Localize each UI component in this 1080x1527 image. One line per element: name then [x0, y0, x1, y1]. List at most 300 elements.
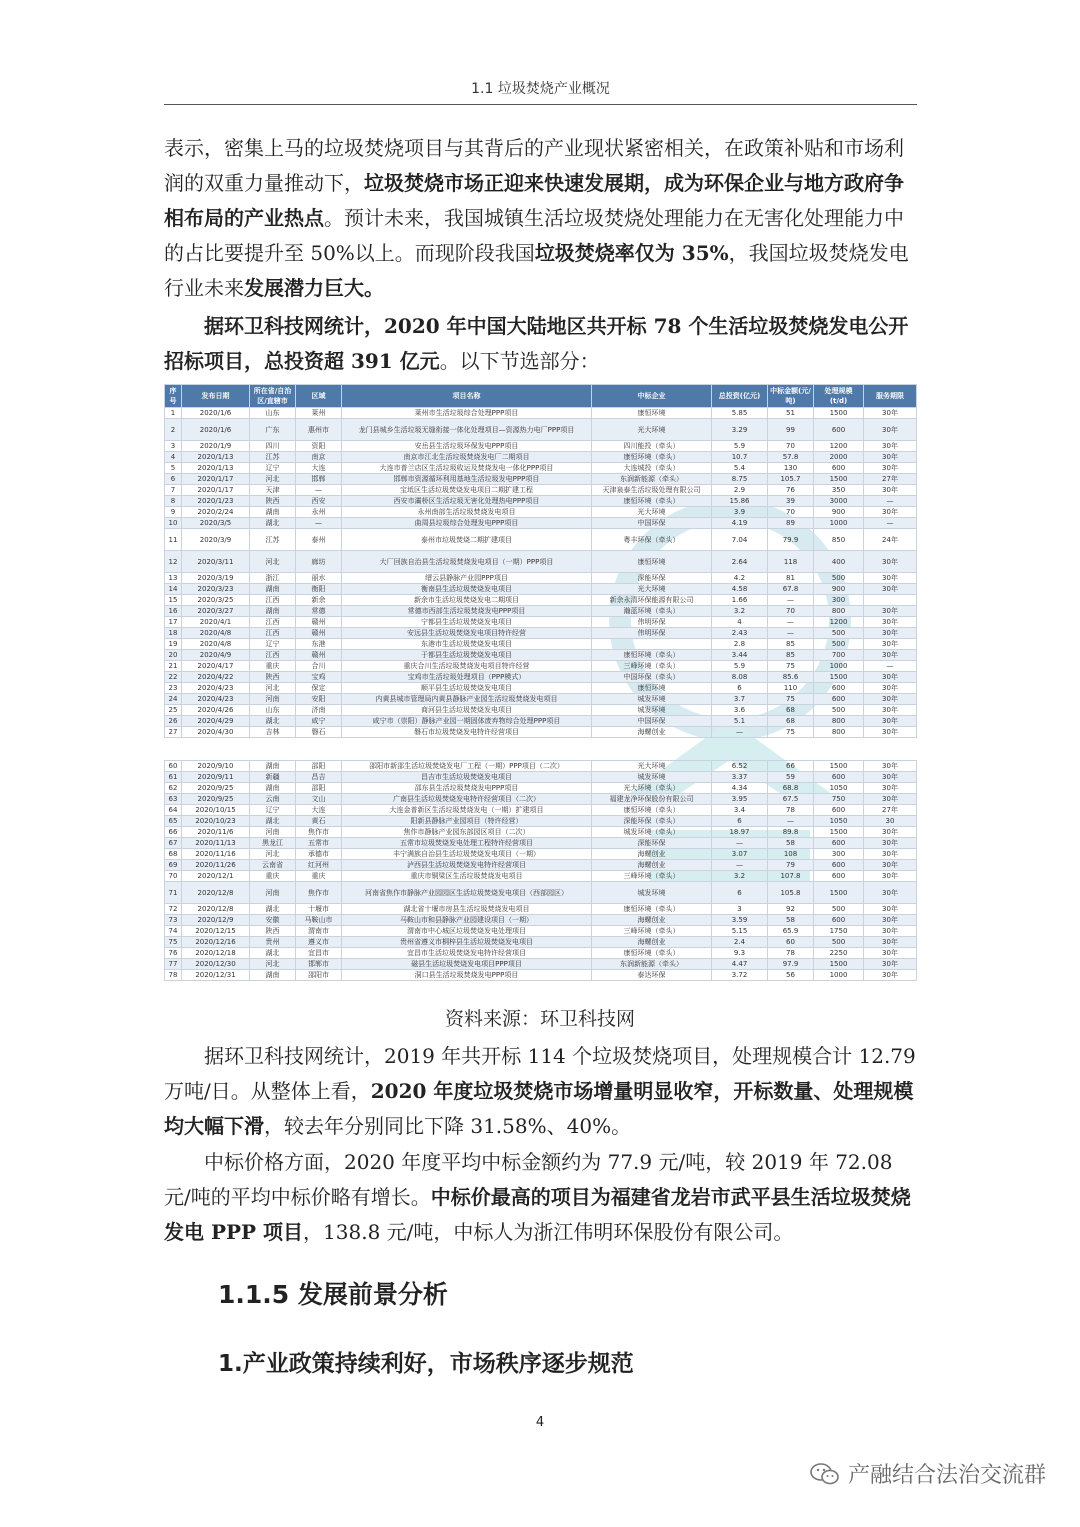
table-cell: 承德市 — [296, 849, 342, 860]
table-cell: 76 — [165, 948, 182, 959]
table-cell: 68 — [768, 705, 814, 716]
table-cell: 10 — [165, 518, 182, 529]
table-cell: 大厂回族自治县生活垃圾焚烧发电项目（一期）PPP项目 — [342, 551, 592, 573]
page-number: 4 — [535, 1415, 545, 1430]
table-cell: 浙江 — [250, 573, 296, 584]
table-cell: 东润新能源（牵头） — [592, 959, 712, 970]
table-cell: 康恒环境（牵头） — [592, 805, 712, 816]
table-cell — [592, 639, 712, 650]
table-cell: 5.15 — [712, 926, 768, 937]
table-row — [165, 507, 917, 518]
table-cell: 西安市灞桥区生活垃圾无害化处理热电PPP项目 — [342, 496, 592, 507]
table-cell: 邵东县生活垃圾焚烧发电PPP项目 — [342, 783, 592, 794]
table-cell: — — [864, 496, 917, 507]
table-cell: 马鞍山市 — [296, 915, 342, 926]
table-cell: 三峰环境（牵头） — [592, 871, 712, 882]
table-cell: 600 — [814, 463, 864, 474]
table-cell: 2020/1/13 — [182, 463, 250, 474]
table-cell: 辽宁 — [250, 639, 296, 650]
table-cell: 107.8 — [768, 871, 814, 882]
table-cell: 75 — [768, 727, 814, 738]
table-cell: 邯郸市资源循环利用基地生活垃圾发电PPP项目 — [342, 474, 592, 485]
table-cell: 70 — [768, 507, 814, 518]
table-cell: 30年 — [864, 650, 917, 661]
table-cell: 500 — [814, 904, 864, 915]
table-cell: 30年 — [864, 716, 917, 727]
section-heading: 1.1.5 发展前景分析 — [218, 1280, 448, 1309]
table-cell: 2020/11/13 — [182, 838, 250, 849]
table-cell: 30年 — [864, 849, 917, 860]
table-caption: 资料来源：环卫科技网 — [444, 1008, 635, 1030]
table-cell: 马鞍山市和县静脉产业园建设项目（一期） — [342, 915, 592, 926]
table-cell: 1000 — [814, 661, 864, 672]
table-cell: 海螺创业 — [592, 937, 712, 948]
table-cell: 大连 — [296, 463, 342, 474]
table-cell: 30年 — [864, 926, 917, 937]
table-cell: 4.34 — [712, 783, 768, 794]
table-cell: 9.3 — [712, 948, 768, 959]
table-cell: 5 — [165, 463, 182, 474]
table-cell: 安徽 — [250, 915, 296, 926]
table-cell: 30年 — [864, 584, 917, 595]
table-cell: 城发环境（牵头） — [592, 827, 712, 838]
table-cell: 红河州 — [296, 860, 342, 871]
table-cell: — — [296, 518, 342, 529]
table-cell: 2020/10/15 — [182, 805, 250, 816]
table-cell: 2020/12/16 — [182, 937, 250, 948]
table-cell: 新余永清环保能源有限公司 — [592, 595, 712, 606]
table-cell: 30年 — [864, 452, 917, 463]
table-cell: 600 — [814, 805, 864, 816]
table-cell: 2020/12/15 — [182, 926, 250, 937]
table-cell: 邯郸市 — [296, 959, 342, 970]
table-row — [165, 838, 917, 849]
table-cell: 30年 — [864, 761, 917, 772]
table-row — [165, 827, 917, 838]
table-cell: — — [768, 595, 814, 606]
table-cell: 3 — [165, 441, 182, 452]
table-cell: 3.59 — [712, 915, 768, 926]
table-cell: 中国环保 — [592, 518, 712, 529]
table-cell: 赣州 — [296, 617, 342, 628]
table-cell: 24 — [165, 694, 182, 705]
table-cell: 21 — [165, 661, 182, 672]
table-cell: 2020/4/29 — [182, 716, 250, 727]
table-cell: 中国环保 — [592, 716, 712, 727]
table-cell: 重庆 — [250, 661, 296, 672]
table-cell: 缙云县静脉产业园PPP项目 — [342, 573, 592, 584]
table-cell: 68 — [768, 716, 814, 727]
table-cell: 2020/3/9 — [182, 529, 250, 551]
table-cell: 合川 — [296, 661, 342, 672]
table-row — [165, 518, 917, 529]
table-cell: — — [712, 727, 768, 738]
table-row — [165, 606, 917, 617]
header-rule — [164, 104, 917, 105]
table-cell: 惠州市 — [296, 419, 342, 441]
table-cell: 51 — [768, 408, 814, 419]
table-cell: 99 — [768, 419, 814, 441]
table-cell: 1500 — [814, 474, 864, 485]
table-cell: 咸宁 — [296, 716, 342, 727]
table-cell: 4 — [165, 452, 182, 463]
table-cell: 湖南 — [250, 783, 296, 794]
table-row — [165, 551, 917, 573]
paragraph-statistics-2020: 据环卫科技网统计，2020 年中国大陆地区共开标 78 个生活垃圾焚烧发电公开招标项目，总投资超 391 亿元。以下节选部分： — [164, 314, 909, 373]
table-cell: 3.2 — [712, 871, 768, 882]
table-cell: 2020/1/9 — [182, 441, 250, 452]
table-cell: 辽宁 — [250, 805, 296, 816]
table-cell: 97.9 — [768, 959, 814, 970]
table-cell: 30年 — [864, 904, 917, 915]
table-cell: 湖南 — [250, 761, 296, 772]
table-cell: 常德市西部生活垃圾焚烧发电PPP项目 — [342, 606, 592, 617]
table-cell: 2020/1/23 — [182, 496, 250, 507]
table-cell: 30年 — [864, 705, 917, 716]
table-cell: 天津泉泰生活垃圾处理有限公司 — [592, 485, 712, 496]
table-cell: 15 — [165, 595, 182, 606]
table-cell: 72 — [165, 904, 182, 915]
table-cell: 850 — [814, 529, 864, 551]
table-row — [165, 959, 917, 970]
table-cell: 光大环境（牵头） — [592, 783, 712, 794]
table-cell: 2.9 — [712, 485, 768, 496]
table-cell: 85 — [768, 639, 814, 650]
table-cell: 2020/3/19 — [182, 573, 250, 584]
table-cell: 河北 — [250, 474, 296, 485]
table-cell: 3.29 — [712, 419, 768, 441]
table-cell: 云南省 — [250, 860, 296, 871]
table-cell: 湖北 — [250, 816, 296, 827]
table-cell: 瀚蓝环境（牵头） — [592, 606, 712, 617]
paragraph-2019-comparison: 据环卫科技网统计，2019 年共开标 114 个垃圾焚烧项目，处理规模合计 12.79 万吨/日。从整体上看，2020 年度垃圾焚烧市场增量明显收窄，开标数量、处理规模均大幅下滑，较去年分别同比下降 31.58%、40%。 — [164, 1044, 916, 1138]
table-cell: 2020/1/17 — [182, 474, 250, 485]
table-cell: 700 — [814, 650, 864, 661]
table-cell: 海螺创业 — [592, 915, 712, 926]
table-cell: 衡南县生活垃圾焚烧发电项目 — [342, 584, 592, 595]
table-cell: — — [768, 617, 814, 628]
table-cell: 2 — [165, 419, 182, 441]
table-cell: 河北 — [250, 683, 296, 694]
table-cell: 600 — [814, 694, 864, 705]
table-cell: 四川 — [250, 441, 296, 452]
table-row — [165, 496, 917, 507]
table-cell: 600 — [814, 838, 864, 849]
table-cell: 81 — [768, 573, 814, 584]
table-cell: — — [864, 661, 917, 672]
table-cell: 70 — [768, 606, 814, 617]
table-cell: 2020/4/23 — [182, 694, 250, 705]
table-cell: 重庆 — [296, 871, 342, 882]
table-cell: 79 — [768, 860, 814, 871]
table-cell: 遵义市 — [296, 937, 342, 948]
table-cell: 丽水 — [296, 573, 342, 584]
table-cell: 城发环境 — [592, 772, 712, 783]
table-cell: 1050 — [814, 816, 864, 827]
table-cell: 9 — [165, 507, 182, 518]
table-cell: 邯郸 — [296, 474, 342, 485]
table-header-cell: 中标金额(元/吨) — [768, 385, 814, 408]
table-row — [165, 485, 917, 496]
table-row — [165, 727, 917, 738]
running-header: 1.1 垃圾焚烧产业概况 — [471, 81, 610, 97]
table-cell: 30年 — [864, 694, 917, 705]
table-row — [165, 816, 917, 827]
table-cell: 焦作市 — [296, 827, 342, 838]
table-cell: 内黄县城市管理局内黄县静脉产业园生活垃圾焚烧发电项目 — [342, 694, 592, 705]
table-cell: 350 — [814, 485, 864, 496]
table-cell: 深能环保 — [592, 838, 712, 849]
table-row — [165, 860, 917, 871]
table-cell: 宜昌市生活垃圾焚烧发电特许经营项目 — [342, 948, 592, 959]
table-cell: 3.4 — [712, 805, 768, 816]
table-cell: 67.8 — [768, 584, 814, 595]
table-cell: 1200 — [814, 441, 864, 452]
table-cell: 宜昌市 — [296, 948, 342, 959]
table-cell: 康恒环境 — [592, 551, 712, 573]
table-cell: — — [712, 838, 768, 849]
table-cell: 康恒环境 — [592, 683, 712, 694]
table-cell: 600 — [814, 871, 864, 882]
table-cell: 辽宁 — [250, 463, 296, 474]
table-cell: 广南县生活垃圾焚烧发电特许经营项目（二次） — [342, 794, 592, 805]
table-cell: 南京市江北生活垃圾焚烧发电厂二期项目 — [342, 452, 592, 463]
table-cell: 3 — [712, 904, 768, 915]
table-cell: 600 — [814, 772, 864, 783]
table-cell: 2020/4/1 — [182, 617, 250, 628]
table-cell: 邵阳市新邵生活垃圾焚烧发电厂工程（一期）PPP项目（二次） — [342, 761, 592, 772]
table-cell: 900 — [814, 584, 864, 595]
table-cell: 东港市生活垃圾焚烧发电项目 — [342, 639, 592, 650]
table-cell: 1050 — [814, 783, 864, 794]
table-row — [165, 441, 917, 452]
table-cell: 五常市 — [296, 838, 342, 849]
table-cell: 1.66 — [712, 595, 768, 606]
table-row — [165, 705, 917, 716]
table-cell: 重庆市铜梁区生活垃圾焚烧发电项目 — [342, 871, 592, 882]
table-row — [165, 584, 917, 595]
table-cell: 800 — [814, 716, 864, 727]
table-cell: 咸宁市（崇阳）静脉产业园一期固体废弃物综合处理PPP项目 — [342, 716, 592, 727]
table-cell: 济南 — [296, 705, 342, 716]
table-cell: 13 — [165, 573, 182, 584]
table-cell: 焦作市静脉产业园东部园区项目（二次） — [342, 827, 592, 838]
table-cell: 邵阳 — [296, 783, 342, 794]
table-cell: 3000 — [814, 496, 864, 507]
table-row — [165, 529, 917, 551]
table-cell: 3.6 — [712, 705, 768, 716]
table-cell: 2020/11/6 — [182, 827, 250, 838]
table-cell: 600 — [814, 419, 864, 441]
table-cell: 昌吉 — [296, 772, 342, 783]
table-cell: 1500 — [814, 408, 864, 419]
table-cell: 30年 — [864, 727, 917, 738]
table-cell: 2020/2/24 — [182, 507, 250, 518]
table-cell: 江西 — [250, 595, 296, 606]
table-cell: 光大环境 — [592, 507, 712, 518]
table-cell: 江苏 — [250, 452, 296, 463]
table-cell: 资阳 — [296, 441, 342, 452]
table-cell: 67 — [165, 838, 182, 849]
table-cell: 东港 — [296, 639, 342, 650]
table-cell: 68.8 — [768, 783, 814, 794]
table-cell: 130 — [768, 463, 814, 474]
table-cell: 湖北 — [250, 716, 296, 727]
table-cell: 湖北 — [250, 948, 296, 959]
table-cell: 2020/4/8 — [182, 639, 250, 650]
table-cell: 30年 — [864, 959, 917, 970]
table-row — [165, 794, 917, 805]
table-cell: 贵州 — [250, 937, 296, 948]
table-cell: 渭南市 — [296, 926, 342, 937]
table-cell: 泰达环保 — [592, 970, 712, 981]
table-cell: 19 — [165, 639, 182, 650]
table-cell: — — [296, 485, 342, 496]
table-cell: 6 — [712, 816, 768, 827]
table-cell: 68 — [165, 849, 182, 860]
table-cell: 2000 — [814, 452, 864, 463]
table-cell: 海螺创业 — [592, 727, 712, 738]
table-cell: 3.44 — [712, 650, 768, 661]
projects-table-part1 — [164, 384, 917, 738]
table-cell: 重庆合川生活垃圾焚烧发电项目特许经营 — [342, 661, 592, 672]
table-cell: 30年 — [864, 672, 917, 683]
table-cell: 70 — [768, 441, 814, 452]
table-cell: 陕西 — [250, 496, 296, 507]
table-cell: 800 — [814, 727, 864, 738]
table-cell: 30年 — [864, 882, 917, 904]
table-cell: 2020/4/17 — [182, 661, 250, 672]
table-row — [165, 716, 917, 727]
table-cell: 2020/12/9 — [182, 915, 250, 926]
table-row — [165, 694, 917, 705]
table-cell: — — [864, 518, 917, 529]
table-cell: 2020/12/8 — [182, 882, 250, 904]
table-cell: 30年 — [864, 937, 917, 948]
table-cell: 1500 — [814, 672, 864, 683]
table-cell: 宁都县生活垃圾焚烧发电项目 — [342, 617, 592, 628]
table-cell: 30年 — [864, 772, 917, 783]
table-header-cell: 项目名称 — [342, 385, 592, 408]
table-cell: 泸西县生活垃圾焚烧发电特许经营项目 — [342, 860, 592, 871]
table-cell: 湖南 — [250, 584, 296, 595]
table-cell: 6 — [712, 882, 768, 904]
table-cell: 69 — [165, 860, 182, 871]
table-cell: 27 — [165, 727, 182, 738]
table-cell: 2020/9/10 — [182, 761, 250, 772]
table-cell: 11 — [165, 529, 182, 551]
table-cell: 宝鸡市生活垃圾处理项目（PPP模式） — [342, 672, 592, 683]
table-cell: 中国环保（牵头） — [592, 672, 712, 683]
table-cell: 莱州 — [296, 408, 342, 419]
table-cell: 7 — [165, 485, 182, 496]
table-cell: 600 — [814, 915, 864, 926]
table-cell: 8.08 — [712, 672, 768, 683]
table-cell: 76 — [768, 485, 814, 496]
table-row — [165, 474, 917, 485]
table-cell: 30年 — [864, 408, 917, 419]
table-row — [165, 595, 917, 606]
table-cell: 河南 — [250, 827, 296, 838]
table-cell: 85 — [768, 650, 814, 661]
table-cell: 4.58 — [712, 584, 768, 595]
table-cell: 赣州 — [296, 650, 342, 661]
table-header-cell: 中标企业 — [592, 385, 712, 408]
table-cell: 1500 — [814, 761, 864, 772]
table-cell: 79.9 — [768, 529, 814, 551]
table-cell: 78 — [768, 805, 814, 816]
table-cell: 25 — [165, 705, 182, 716]
table-cell: 山东 — [250, 408, 296, 419]
table-cell: 黄石 — [296, 816, 342, 827]
table-row — [165, 915, 917, 926]
table-cell: 5.9 — [712, 441, 768, 452]
table-cell: 河北 — [250, 551, 296, 573]
table-cell: 75 — [768, 661, 814, 672]
table-cell: 2020/9/25 — [182, 783, 250, 794]
table-cell: 63 — [165, 794, 182, 805]
table-cell: 江西 — [250, 617, 296, 628]
table-cell: 河北 — [250, 959, 296, 970]
table-cell: 4.2 — [712, 573, 768, 584]
table-cell: 莱州市生活垃圾综合处理PPP项目 — [342, 408, 592, 419]
table-cell: 105.7 — [768, 474, 814, 485]
table-cell: 磁县生活垃圾焚烧发电项目PPP项目 — [342, 959, 592, 970]
table-cell: 500 — [814, 705, 864, 716]
table-cell: 东润新能源（牵头） — [592, 474, 712, 485]
table-cell: 河南省焦作市静脉产业园园区生活垃圾焚烧发电项目（西部园区） — [342, 882, 592, 904]
table-cell: 安阳 — [296, 694, 342, 705]
table-row — [165, 849, 917, 860]
table-cell: 110 — [768, 683, 814, 694]
table-cell: 2020/4/23 — [182, 683, 250, 694]
table-cell: 2250 — [814, 948, 864, 959]
table-header-cell: 所在省/自治区/直辖市 — [250, 385, 296, 408]
table-cell: 2020/1/13 — [182, 452, 250, 463]
table-cell: 磐石市垃圾焚烧发电特许经营项目 — [342, 727, 592, 738]
footer-watermark — [810, 1458, 1046, 1489]
table-cell: 3.9 — [712, 507, 768, 518]
table-cell: 文山 — [296, 794, 342, 805]
table-row — [165, 948, 917, 959]
table-cell: 2.8 — [712, 639, 768, 650]
table-cell: 粤丰环保（牵头） — [592, 529, 712, 551]
table-cell: 泰州 — [296, 529, 342, 551]
table-cell: 泰州市垃圾焚烧二期扩建项目 — [342, 529, 592, 551]
table-row — [165, 628, 917, 639]
table-cell: 2020/3/11 — [182, 551, 250, 573]
table-cell: 2020/1/6 — [182, 408, 250, 419]
table-cell: 30年 — [864, 860, 917, 871]
table-cell: 2020/12/1 — [182, 871, 250, 882]
table-cell: 大连城投（牵头） — [592, 463, 712, 474]
table-cell: 福建龙净环保股份有限公司 — [592, 794, 712, 805]
table-cell: 焦作市 — [296, 882, 342, 904]
table-cell: 深能环保（牵头） — [592, 816, 712, 827]
table-cell: 2020/12/8 — [182, 904, 250, 915]
subsection-heading: 1.产业政策持续利好，市场秩序逐步规范 — [218, 1351, 634, 1377]
table-cell: 2020/12/31 — [182, 970, 250, 981]
table-cell: 1500 — [814, 827, 864, 838]
table-cell: 康恒环境 — [592, 408, 712, 419]
table-cell: 600 — [814, 860, 864, 871]
table-cell: 重庆 — [250, 871, 296, 882]
table-cell: 阳新县静脉产业园项目（特许经营） — [342, 816, 592, 827]
table-row — [165, 882, 917, 904]
table-cell: 西安 — [296, 496, 342, 507]
table-cell: 500 — [814, 639, 864, 650]
table-cell: 昌吉市生活垃圾焚烧发电项目 — [342, 772, 592, 783]
